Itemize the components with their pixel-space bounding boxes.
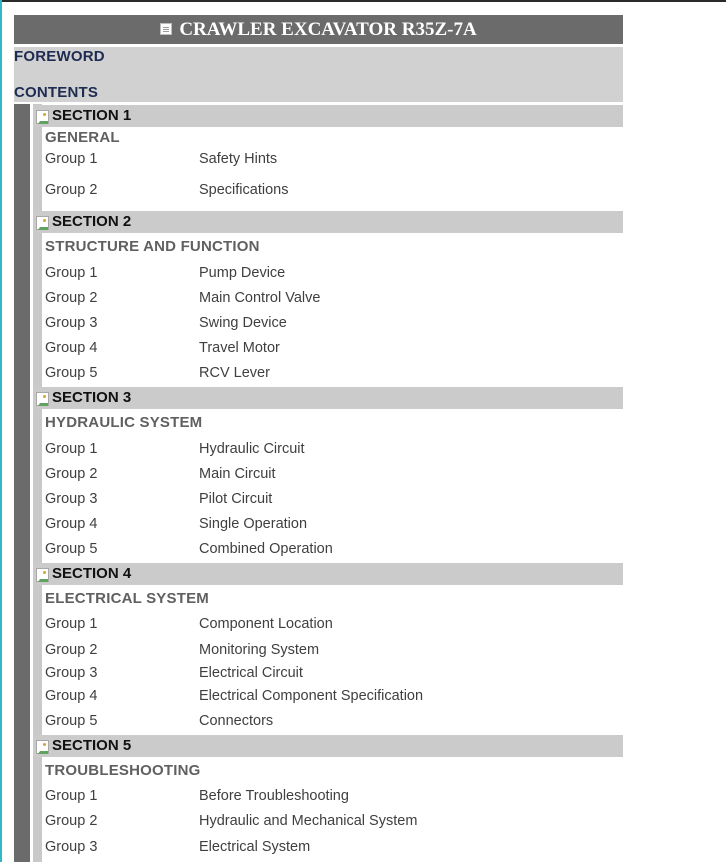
section-1-heading: GENERAL <box>45 129 120 146</box>
section-4-group-4-title[interactable]: Electrical Component Specification <box>199 688 424 704</box>
image-icon <box>36 216 49 230</box>
section-3-group-1-label[interactable]: Group 1 <box>45 441 98 457</box>
section-2-group-4-title[interactable]: Travel Motor <box>199 340 280 356</box>
image-icon <box>36 740 49 754</box>
section-2-group-5-label[interactable]: Group 5 <box>45 365 98 381</box>
section-4-group-3-title[interactable]: Electrical Circuit <box>199 665 303 681</box>
image-icon <box>36 392 49 406</box>
foreword-link[interactable]: FOREWORD <box>14 48 105 65</box>
section-3-label[interactable]: SECTION 3 <box>52 389 132 406</box>
section-5-group-3-label[interactable]: Group 3 <box>45 839 98 855</box>
section-4-group-1-title[interactable]: Component Location <box>199 616 333 632</box>
document-icon <box>160 23 172 35</box>
section-5-label[interactable]: SECTION 5 <box>52 737 132 754</box>
left-rail <box>14 104 30 862</box>
manual-title: CRAWLER EXCAVATOR R35Z-7A <box>179 18 477 40</box>
section-4-group-2-title[interactable]: Monitoring System <box>199 642 320 658</box>
section-3-group-5-title[interactable]: Combined Operation <box>199 541 333 557</box>
section-4-heading: ELECTRICAL SYSTEM <box>45 590 209 607</box>
section-5-heading: TROUBLESHOOTING <box>45 762 201 779</box>
section-2-group-3-title[interactable]: Swing Device <box>199 315 287 331</box>
section-4-group-4-label[interactable]: Group 4 <box>45 688 98 704</box>
section-3-group-4-label[interactable]: Group 4 <box>45 516 98 532</box>
section-5-group-1-title[interactable]: Before Troubleshooting <box>199 788 349 804</box>
section-3-heading: HYDRAULIC SYSTEM <box>45 414 203 431</box>
section-2-group-4-label[interactable]: Group 4 <box>45 340 98 356</box>
section-4-group-5-label[interactable]: Group 5 <box>45 713 98 729</box>
section-3-group-3-label[interactable]: Group 3 <box>45 491 98 507</box>
section-2-group-2-title[interactable]: Main Control Valve <box>199 290 321 306</box>
section-2-group-5-title[interactable]: RCV Lever <box>199 365 270 381</box>
section-3-bar[interactable] <box>33 387 623 409</box>
section-1-group-2-label[interactable]: Group 2 <box>45 182 98 198</box>
top-edge-line <box>0 0 726 2</box>
image-icon <box>36 568 49 582</box>
section-2-heading: STRUCTURE AND FUNCTION <box>45 238 260 255</box>
section-5-group-1-label[interactable]: Group 1 <box>45 788 98 804</box>
section-4-group-3-label[interactable]: Group 3 <box>45 665 98 681</box>
intro-block <box>14 47 623 102</box>
section-5-group-3-title[interactable]: Electrical System <box>199 839 311 855</box>
section-4-group-1-label[interactable]: Group 1 <box>45 616 98 632</box>
section-3-group-2-label[interactable]: Group 2 <box>45 466 98 482</box>
section-4-group-5-title[interactable]: Connectors <box>199 713 274 729</box>
section-2-group-3-label[interactable]: Group 3 <box>45 315 98 331</box>
section-4-group-2-label[interactable]: Group 2 <box>45 642 98 658</box>
section-4-label[interactable]: SECTION 4 <box>52 565 132 582</box>
section-3-group-1-title[interactable]: Hydraulic Circuit <box>199 441 305 457</box>
section-1-group-2-title[interactable]: Specifications <box>199 182 289 198</box>
section-4-bar[interactable] <box>33 563 623 585</box>
section-1-label[interactable]: SECTION 1 <box>52 107 132 124</box>
section-2-group-2-label[interactable]: Group 2 <box>45 290 98 306</box>
image-icon <box>36 110 49 124</box>
section-5-group-2-title[interactable]: Hydraulic and Mechanical System <box>199 813 418 829</box>
section-5-group-2-label[interactable]: Group 2 <box>45 813 98 829</box>
left-edge-line <box>0 0 2 862</box>
section-3-group-3-title[interactable]: Pilot Circuit <box>199 491 273 507</box>
section-5-bar[interactable] <box>33 735 623 757</box>
section-3-group-5-label[interactable]: Group 5 <box>45 541 98 557</box>
section-2-bar[interactable] <box>33 211 623 233</box>
contents-link[interactable]: CONTENTS <box>14 84 99 101</box>
section-3-group-4-title[interactable]: Single Operation <box>199 516 308 532</box>
section-2-label[interactable]: SECTION 2 <box>52 213 132 230</box>
section-1-group-1-title[interactable]: Safety Hints <box>199 151 278 167</box>
section-1-group-1-label[interactable]: Group 1 <box>45 151 98 167</box>
section-3-group-2-title[interactable]: Main Circuit <box>199 466 276 482</box>
section-2-group-1-title[interactable]: Pump Device <box>199 265 286 281</box>
manual-title-bar <box>14 15 623 44</box>
section-1-bar[interactable] <box>33 105 623 127</box>
section-2-group-1-label[interactable]: Group 1 <box>45 265 98 281</box>
